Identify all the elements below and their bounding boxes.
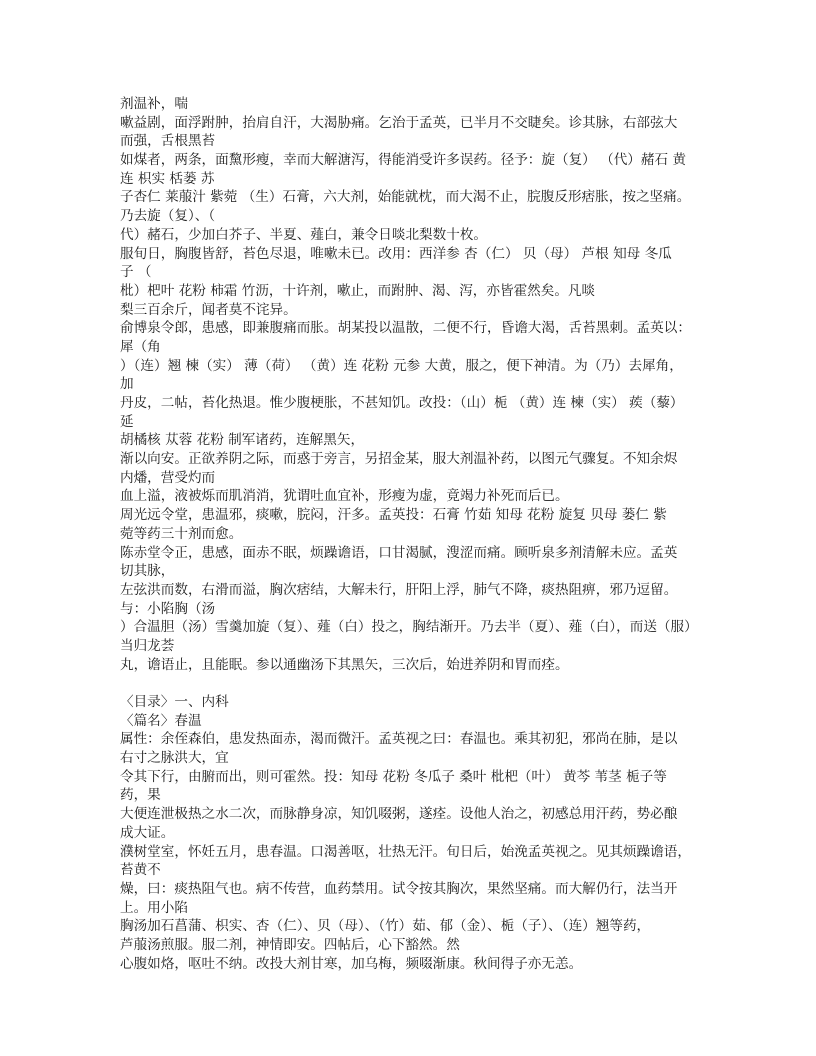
blank-line bbox=[120, 674, 700, 693]
text-line: 丸，谵语止，且能眠。参以通幽汤下其黑矢，三次后，始进养阴和胃而痊。 bbox=[120, 656, 569, 673]
text-line: 胸汤加石菖蒲、枳实、杏（仁）、贝（母）、（竹）茹、郁（金）、栀（子）、（连）翘等药， bbox=[120, 918, 651, 935]
text-line: 而强，舌根黑苔 bbox=[120, 133, 216, 150]
text-line: 如煤者，两条，面黧形瘦，幸而大解溏泻，得能消受许多误药。径予：旋（复） （代）赭石 黄 bbox=[120, 152, 686, 169]
text-line: 切其脉， bbox=[120, 563, 175, 580]
text-line: 当归龙荟 bbox=[120, 637, 175, 654]
text-line: ）（连）翘 楝（实） 薄（荷） （黄）连 花粉 元参 大黄，服之，便下神清。为（乃）去犀角， bbox=[120, 357, 683, 374]
text-line: 丹皮，二帖，苔化热退。惟少腹梗胀，不甚知饥。改投：（山）栀 （黄）连 楝（实） 蒺（藜） bbox=[120, 395, 684, 411]
chapter-title: 〈篇名〉春温 bbox=[120, 712, 202, 729]
text-line: 芦菔汤煎服。服二剂，神情即安。四帖后，心下豁然。然 bbox=[120, 936, 460, 953]
section-chunwen bbox=[120, 693, 700, 973]
text-line: ）合温胆（汤）雪羹加旋（复）、薤（白）投之，胸结渐开。乃去半（夏）、薤（白），而送（服） bbox=[120, 619, 698, 636]
text-line: 大便连泄极热之水二次，而脉静身凉，知饥啜粥，遂痊。设他人治之，初感总用汗药，势必酿 bbox=[120, 806, 678, 823]
section-case-records bbox=[120, 95, 700, 674]
text-line: 陈赤堂令正，患感，面赤不眠，烦躁谵语，口甘渴腻，溲涩而痛。顾听泉多剂清解未应。孟英 bbox=[120, 544, 678, 561]
text-line: 代）赭石，少加白芥子、半夏、薤白，兼令日啖北梨数十枚。 bbox=[120, 226, 488, 243]
text-line: 令其下行，由腑而出，则可霍然。投：知母 花粉 冬瓜子 桑叶 枇杷（叶） 黄芩 苇茎 栀子等 bbox=[120, 768, 667, 785]
text-line: 左弦洪而数，右滑而溢，胸次痞结，大解未行，肝阳上浮，肺气不降，痰热阻痹，邪乃逗留。 bbox=[120, 581, 678, 598]
text-line: 右寸之脉洪大，宜 bbox=[120, 750, 229, 767]
text-line: 胡橘核 苁蓉 花粉 制军诸药，连解黑矢， bbox=[120, 432, 365, 449]
text-line: 犀（角 bbox=[120, 338, 161, 355]
text-line: 乃去旋（复）、（ bbox=[120, 208, 216, 225]
text-line: 服旬日，胸腹皆舒，苔色尽退，唯嗽未已。改用：西洋参 杏（仁） 贝（母） 芦根 知母 冬瓜 bbox=[120, 245, 672, 262]
text-line: 梨三百余斤，闻者莫不诧异。 bbox=[120, 301, 297, 318]
text-line: 心腹如烙，呕吐不纳。改投大剂甘寒，加乌梅，频啜渐康。秋间得子亦无恙。 bbox=[120, 955, 583, 972]
text-line: 子 （ bbox=[120, 264, 152, 281]
text-line: 剂温补，喘 bbox=[120, 96, 188, 112]
text-line: 渐以向安。正欲养阴之际，而惑于旁言，另招金某，服大剂温补药，以图元气骤复。不知余烬 bbox=[120, 451, 678, 468]
text-line: 内燔，营受灼而 bbox=[120, 469, 216, 486]
text-line: 燥，曰：痰热阻气也。病不传营，血药禁用。试令按其胸次，果然坚痛。而大解仍行，法当开 bbox=[120, 880, 678, 897]
text-line: 加 bbox=[120, 376, 134, 393]
text-line: 周光远令堂，患温邪，痰嗽，脘闷，汗多。孟英投：石膏 竹茹 知母 花粉 旋复 贝母 蒌仁 紫 bbox=[120, 507, 667, 524]
catalog-heading: 〈目录〉一、内科 bbox=[120, 694, 229, 710]
text-line: 菀等药三十剂而愈。 bbox=[120, 525, 243, 542]
text-line: 血上溢，液被烁而肌消消，犹谓吐血宜补，形瘦为虚，竟竭力补死而后已。 bbox=[120, 488, 569, 505]
text-line: 上。用小陷 bbox=[120, 899, 188, 916]
text-line: 枇）杷叶 花粉 柿霜 竹沥，十许剂，嗽止，而跗肿、渴、泻，亦皆霍然矣。凡啖 bbox=[120, 282, 596, 299]
text-line: 连 枳实 栝蒌 苏 bbox=[120, 170, 215, 187]
text-line: 药，果 bbox=[120, 787, 161, 804]
text-line: 成大证。 bbox=[120, 824, 175, 841]
text-line: 苔黄不 bbox=[120, 862, 161, 879]
text-line: 濮树堂室，怀妊五月，患春温。口渴善呕，壮热无汗。旬日后，始浼孟英视之。见其烦躁谵语， bbox=[120, 843, 691, 860]
document-page bbox=[120, 95, 700, 973]
text-line: 属性：余侄森伯，患发热面赤，渴而微汗。孟英视之曰：春温也。乘其初犯，邪尚在肺，是以 bbox=[120, 731, 678, 748]
text-line: 俞博泉令郎，患感，即兼腹痛而胀。胡某投以温散，二便不行，昏谵大渴，舌苔黑刺。孟英以： bbox=[120, 320, 691, 337]
text-line: 延 bbox=[120, 413, 134, 430]
text-line: 嗽益剧，面浮跗肿，抬肩自汗，大渴胁痛。乞治于孟英，已半月不交睫矣。诊其脉，右部弦大 bbox=[120, 114, 678, 131]
text-line: 子杏仁 莱菔汁 紫菀 （生）石膏，六大剂，始能就枕，而大渴不止，脘腹反形痞胀，按之坚痛。 bbox=[120, 189, 691, 206]
text-line: 与：小陷胸（汤 bbox=[120, 600, 216, 617]
